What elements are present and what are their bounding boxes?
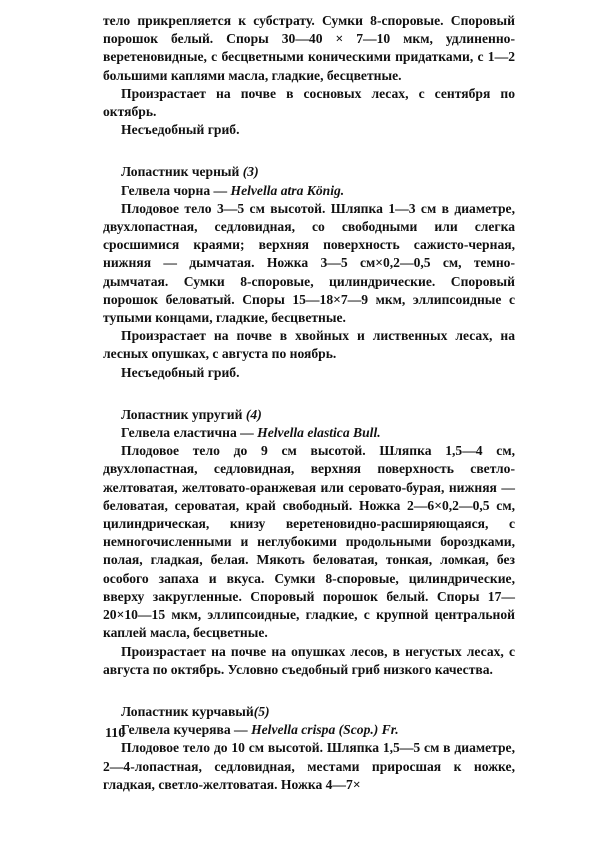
section-edibility: Несъедобный гриб. xyxy=(121,364,240,380)
intro-continuation: тело прикрепляется к субстрату. Сумки 8-споровые. Споровый порошок белый. Споры 30—40 × 7—10 мкм, удлиненно-веретеновидные, с бесцветными коническими придатками, с 1—2 большими каплями масла, гладкие, бесцветные. xyxy=(103,13,515,83)
section-species: Гелвела чорна — Helvella atra König. xyxy=(121,182,345,198)
page-text xyxy=(103,12,515,794)
intro-habitat: Произрастает на почве в сосновых лесах, с сентября по октябрь. xyxy=(103,85,515,120)
page-number: 110 xyxy=(105,726,126,741)
intro-edibility: Несъедобный гриб. xyxy=(121,122,240,138)
section-description: Плодовое тело до 10 см высотой. Шляпка 1,5—5 см в диаметре, 2—4-лопастная, седловидная, местами приросшая к ножке, гладкая, светло-желтоватая. Ножка 4—7× xyxy=(103,740,515,792)
section-title: Лопастник упругий (4) xyxy=(121,406,262,422)
section-description: Плодовое тело до 9 см высотой. Шляпка 1,5—4 см, двухлопастная, седловидная, верхняя поверхность светло-желтоватая, желтовато-оранжевая или серовато-бурая, нижняя — беловатая, сероватая, край свободный. Ножка 2—6×0,2—0,5 см, цилиндрическая, книзу веретеновидно-расширяющаяся, с немногочисленными и неглубокими продольными бороздками, полая, гладкая, белая. Мякоть беловатая, тонкая, ломкая, без особого запаха и вкуса. Сумки 8-споровые, цилиндрические, вверху закругленные. Споровый порошок белый. Споры 17—20×10—15 мкм, эллипсоидные, гладкие, с крупной центральной каплей масла, бесцветные. xyxy=(103,443,515,641)
section-habitat: Произрастает на почве в хвойных и лиственных лесах, на лесных опушках, с августа по ноябрь. xyxy=(103,328,515,362)
section-habitat: Произрастает на почве на опушках лесов, в негустых лесах, с августа по октябрь. Условно съедобный гриб низкого качества. xyxy=(103,643,515,677)
section-title: Лопастник черный (3) xyxy=(121,164,259,180)
section-title: Лопастник курчавый(5) xyxy=(121,703,270,719)
section-species: Гелвела еластична — Helvella elastica Bull. xyxy=(121,425,381,441)
section-description: Плодовое тело 3—5 см высотой. Шляпка 1—3 см в диаметре, двухлопастная, седловидная, со свободными или слегка сросшимися краями; верхняя поверхность сажисто-черная, нижняя — дымчатая. Ножка 3—5 см×0,2—0,5 см, темно-дымчатая. Сумки 8-споровые, цилиндрические. Споровый порошок беловатый. Споры 15—18×7—9 мкм, эллипсоидные с тупыми концами, гладкие, бесцветные. xyxy=(103,200,515,326)
section-species: Гелвела кучерява — Helvella crispa (Scop.) Fr. xyxy=(121,722,399,738)
